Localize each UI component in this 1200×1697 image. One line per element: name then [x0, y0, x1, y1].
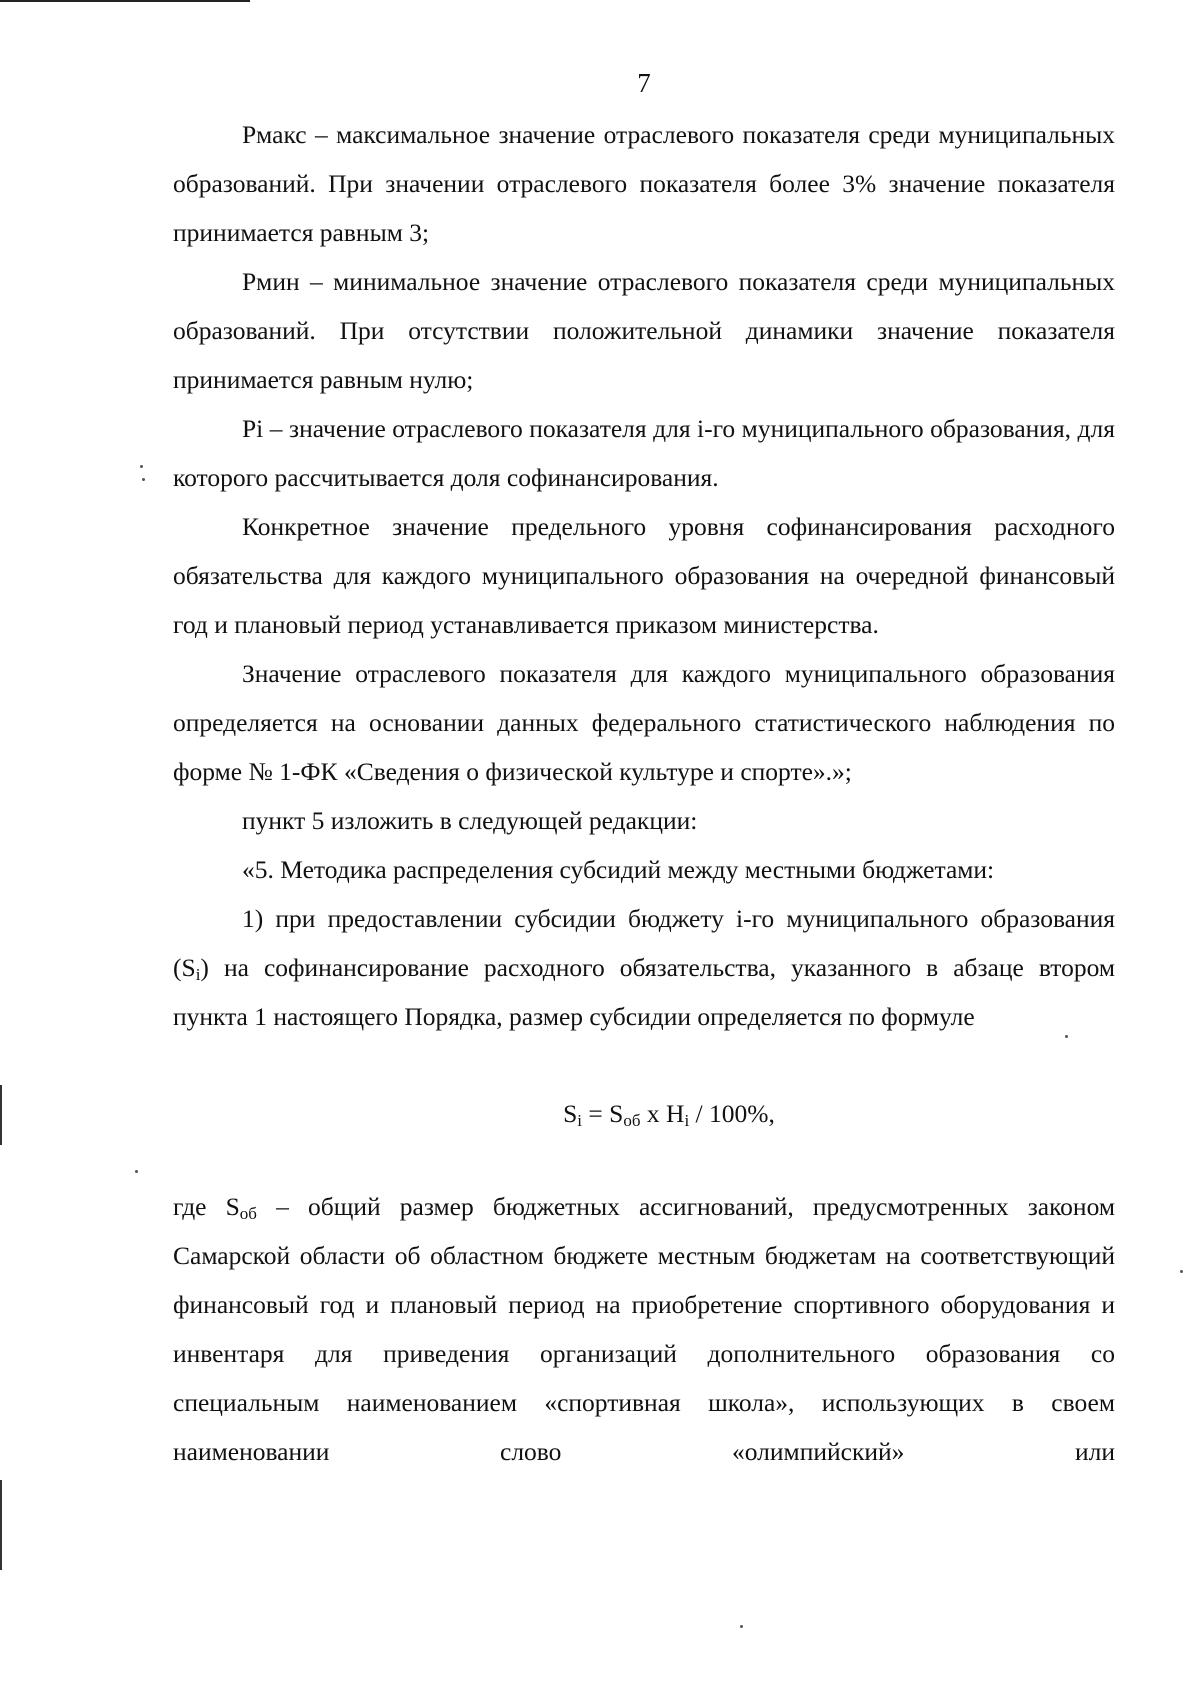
scan-speck	[140, 465, 143, 468]
scan-margin-mark	[0, 1480, 2, 1570]
paragraph-text: Pi – значение отраслевого показателя для i-го муниципального	[242, 414, 924, 443]
paragraph-cofinancing-level	[173, 502, 1115, 649]
paragraph-rmin	[173, 257, 1115, 404]
scan-speck	[135, 1170, 138, 1173]
formula-subscript: i	[684, 1111, 690, 1130]
subscript-i: i	[195, 965, 201, 984]
paragraph-text: статистического наблюдения по форме № 1-ФК «Сведения о физической	[173, 708, 1115, 786]
scan-speck	[1065, 1035, 1068, 1038]
paragraph-text: Рмакс – максимальное значение отраслевого показателя среди	[242, 120, 931, 149]
paragraph-formula-explanation	[173, 1182, 1115, 1476]
formula-symbol: = S	[582, 1099, 624, 1128]
paragraph-text: значение показателя принимается равным нулю;	[173, 316, 1115, 394]
paragraph-text: Значение отраслевого показателя для каждого муниципального	[242, 659, 967, 688]
scan-speck	[1180, 1270, 1183, 1273]
paragraph-pi	[173, 404, 1115, 502]
paragraph-text: образования определяется на основании данных федерального	[173, 659, 1115, 737]
paragraph-section-5-heading	[173, 845, 1115, 894]
scan-margin-mark	[0, 1085, 2, 1145]
paragraph-text: муниципальных образований. При значении отраслевого показателя более	[173, 120, 1116, 198]
formula-symbol: S	[563, 1099, 578, 1128]
paragraph-text: где S	[173, 1192, 240, 1221]
paragraph-amendment-note	[173, 796, 1115, 845]
formula-subscript: об	[623, 1111, 641, 1130]
scan-speck	[740, 1625, 743, 1628]
document-body	[173, 110, 1115, 1476]
paragraph-indicator-source	[173, 649, 1115, 796]
formula-symbol: x H	[640, 1099, 685, 1128]
paragraph-text: пункт 5 изложить в следующей редакции:	[242, 806, 698, 835]
paragraph-text: Рмин – минимальное значение отраслевого показателя среди	[242, 267, 929, 296]
page-number: 7	[637, 68, 651, 98]
paragraph-rmax	[173, 110, 1115, 257]
paragraph-text: очередной финансовый год и плановый период устанавливается приказом	[173, 561, 1115, 639]
paragraph-subsidy-rule	[173, 894, 1115, 1041]
paragraph-text: 3% значение показателя принимается равным 3;	[173, 169, 1115, 247]
paragraph-text: расходного обязательства для каждого муниципального образования на	[173, 512, 1115, 590]
scan-edge-line	[0, 0, 250, 2]
paragraph-text: 1) при предоставлении субсидии бюджету i-го муниципального образования (S	[173, 904, 1115, 982]
paragraph-text: «5. Методика распределения субсидий между местными бюджетами:	[242, 855, 995, 884]
formula-subscript: i	[577, 1111, 583, 1130]
paragraph-text: Конкретное значение предельного уровня софинансирования	[242, 512, 972, 541]
scan-speck	[142, 478, 145, 481]
subscript-ob: об	[239, 1204, 257, 1223]
subsidy-formula	[223, 1089, 1115, 1138]
paragraph-text: ) на софинансирование расходного обязательства, указанного в абзаце втором пункта 1 настоящего Порядка, размер субсидии определяется по формуле	[173, 953, 1115, 1031]
paragraph-text: министерства.	[723, 610, 879, 639]
paragraph-text: муниципальных образований. При отсутствии положительной динамики	[173, 267, 1115, 345]
paragraph-text: – общий размер бюджетных ассигнований, предусмотренных законом Самарской области об областном бюджете местным бюджетам на соответствующий финансовый год и плановый период на приобретение спортивного оборудования и инвентаря для приведения организаций дополнительного образования со специальным наименованием «спортивная школа», использующих в своем наименовании слово «олимпийский» или	[173, 1192, 1115, 1466]
formula-symbol: / 100%,	[689, 1099, 775, 1128]
paragraph-text: образования, для которого рассчитывается доля софинансирования.	[173, 414, 1115, 492]
paragraph-text: культуре и спорте».»;	[619, 757, 852, 786]
